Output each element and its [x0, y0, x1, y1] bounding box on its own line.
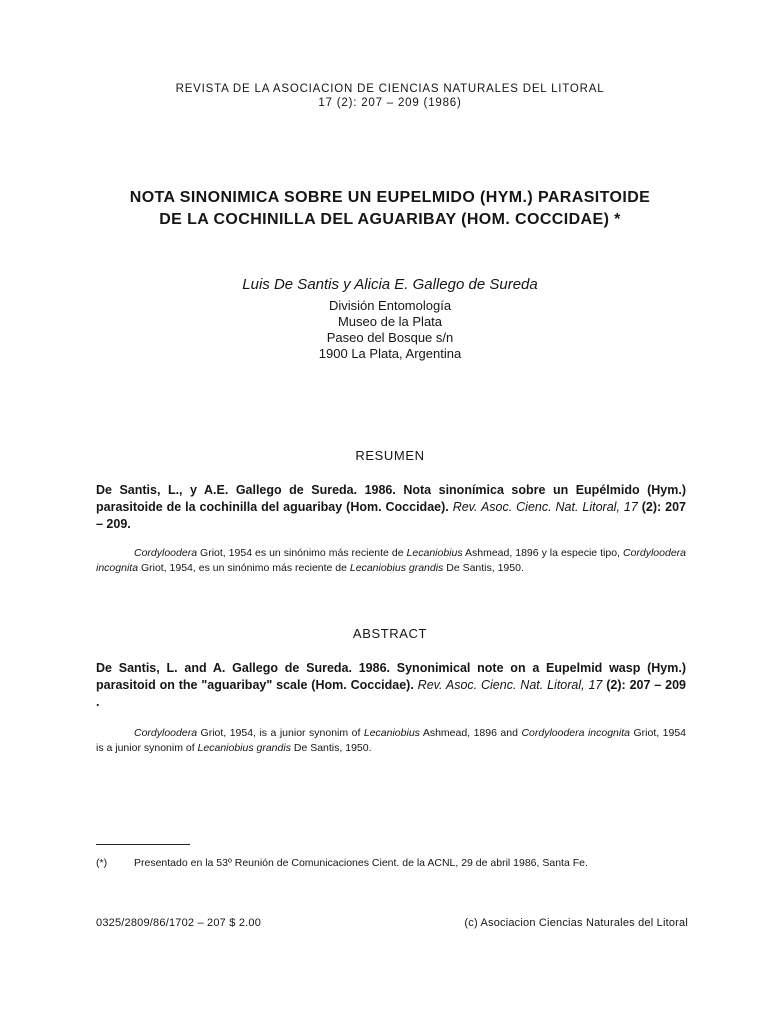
text-span: Ashmead, 1896 and [419, 727, 522, 739]
abstract-citation-pages: (2): 207 – 209 . [96, 678, 686, 709]
taxon-name: Lecaniobius [363, 727, 420, 739]
text-span: Griot, 1954 is a junior synonim of [96, 727, 687, 754]
resumen-heading: RESUMEN [355, 448, 425, 463]
abstract-citation-journal: Rev. Asoc. Cienc. Nat. Litoral, 17 [417, 678, 603, 692]
footnote-divider [96, 844, 190, 845]
taxon-name: Cordyloodera incognita [96, 547, 686, 574]
authors: Luis De Santis y Alicia E. Gallego de Sureda [242, 276, 538, 293]
text-span: De Santis, 1950. [443, 562, 524, 574]
journal-name: REVISTA DE LA ASOCIACION DE CIENCIAS NATURALES DEL LITORAL [175, 83, 605, 95]
affiliation-line: Paseo del Bosque s/n [326, 330, 454, 345]
resumen-citation-text: De Santis, L., y A.E. Gallego de Sureda. 1986. Nota sinonímica sobre un Eupélmido (Hym.) parasitoide de la cochinilla del aguaribay (Hom. Coccidae). [96, 483, 686, 514]
text-span: De Santis, 1950. [290, 742, 372, 754]
taxon-name: Cordyloodera incognita [521, 727, 630, 739]
affiliation-line: Museo de la Plata [337, 314, 443, 329]
abstract-citation [96, 660, 686, 711]
resumen-paragraph [96, 546, 686, 576]
footnote-marker: (*) [96, 857, 108, 869]
footer-code: 0325/2809/86/1702 – 207 $ 2.00 [96, 917, 262, 929]
taxon-name: Cordyloodera [134, 727, 198, 739]
journal-volume: 17 (2): 207 – 209 (1986) [318, 97, 462, 109]
text-span: Griot, 1954 es un sinónimo más reciente de [197, 547, 407, 559]
footer-copyright: (c) Asociacion Ciencias Naturales del Litoral [464, 917, 688, 929]
abstract-paragraph [96, 726, 686, 756]
resumen-citation [96, 482, 686, 533]
resumen-citation-pages: (2): 207 – 209. [96, 500, 686, 531]
text-span: Griot, 1954, es un sinónimo más reciente de [138, 562, 350, 574]
taxon-name: Lecaniobius [406, 547, 463, 559]
text-span: Ashmead, 1896 y la especie tipo, [462, 547, 623, 559]
abstract-heading: ABSTRACT [352, 626, 428, 641]
taxon-name: Lecaniobius grandis [349, 562, 444, 574]
footnote-text: Presentado en la 53º Reunión de Comunicaciones Cient. de la ACNL, 29 de abril 1986, Santa Fe. [134, 857, 588, 869]
affiliation-line: 1900 La Plata, Argentina [318, 346, 462, 361]
resumen-citation-journal: Rev. Asoc. Cienc. Nat. Litoral, 17 [452, 500, 638, 514]
article-title-line-2: DE LA COCHINILLA DEL AGUARIBAY (HOM. COCCIDAE) * [159, 211, 621, 228]
abstract-citation-text: De Santis, L. and A. Gallego de Sureda. 1986. Synonimical note on a Eupelmid wasp (Hym.) parasitoid on the "aguaribay" scale (Hom. Coccidae). [96, 661, 686, 692]
taxon-name: Lecaniobius grandis [197, 742, 291, 754]
affiliation-line: División Entomología [328, 298, 452, 313]
text-span: Griot, 1954, is a junior synonim of [197, 727, 364, 739]
taxon-name: Cordyloodera [134, 547, 198, 559]
article-title-line-1: NOTA SINONIMICA SOBRE UN EUPELMIDO (HYM.) PARASITOIDE [129, 189, 651, 206]
